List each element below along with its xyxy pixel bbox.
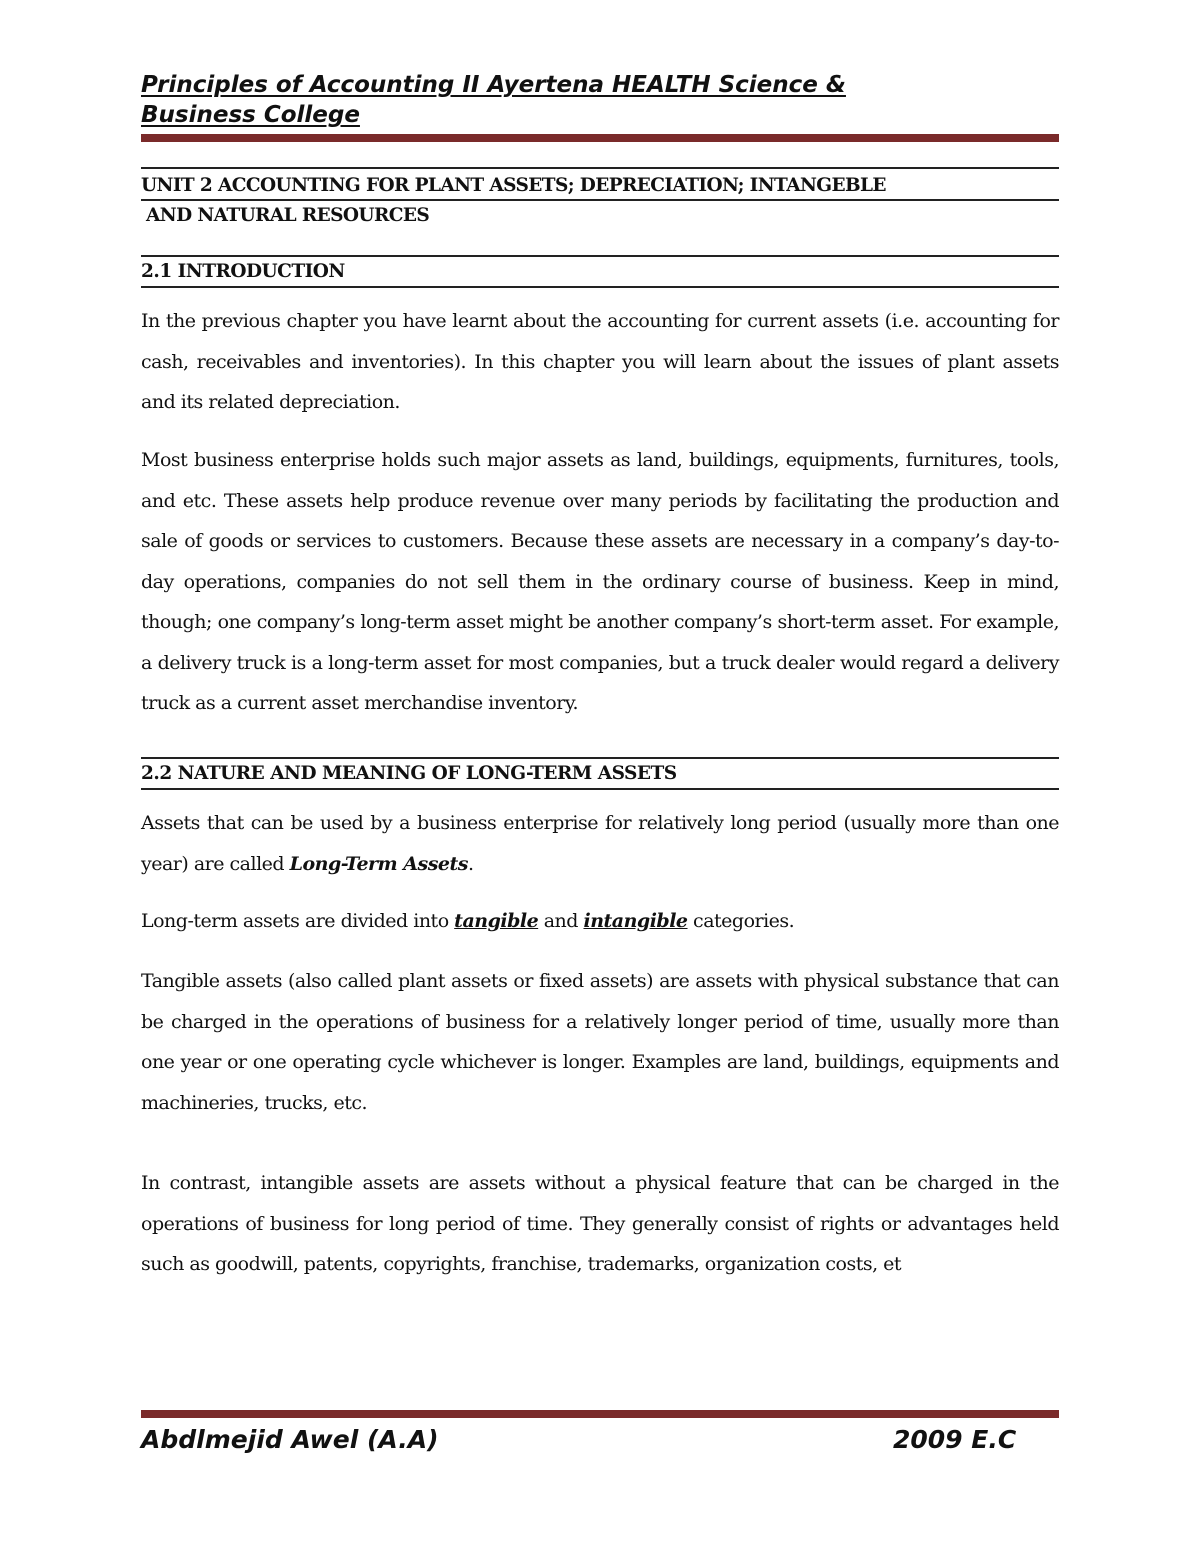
section-2-bottom-rule — [141, 788, 1059, 790]
header-title-line1: Principles of Accounting II Ayertena HEALTH Science & — [141, 72, 846, 98]
long-term-definition-paragraph — [141, 803, 1059, 884]
footer-divider-bar — [141, 1410, 1059, 1418]
categories-end: categories. — [687, 910, 795, 932]
section-1-heading: 2.1 INTRODUCTION — [141, 261, 345, 282]
definition-end: . — [467, 852, 474, 875]
page-header-title — [141, 70, 1061, 130]
header-title-line2: Business College — [141, 102, 360, 128]
footer-year: 2009 E.C — [893, 1425, 1017, 1454]
section-1-bottom-rule — [141, 286, 1059, 288]
header-divider-bar — [141, 134, 1059, 142]
categories-paragraph — [141, 901, 1059, 942]
tangible-term: tangible — [454, 910, 539, 932]
section-2-heading: 2.2 NATURE AND MEANING OF LONG-TERM ASSETS — [141, 763, 677, 784]
unit-heading-line2: AND NATURAL RESOURCES — [146, 205, 430, 226]
intro-paragraph-2: Most business enterprise holds such major assets as land, buildings, equipments, furnitures, tools, and etc. These assets help produce revenue over many periods by facilitating the production and sale of goods or services to customers. Because these assets are necessary in a company’s day-to-day operations, companies do not sell them in the ordinary course of business. Keep in mind, though; one company’s long-term asset might be another company’s short-term asset. For example, a delivery truck is a long-term asset for most companies, but a truck dealer would regard a delivery truck as a current asset merchandise inventory. — [141, 449, 1059, 714]
categories-and: and — [538, 910, 584, 932]
intangible-term: intangible — [583, 910, 688, 932]
intro-paragraph-1: In the previous chapter you have learnt about the accounting for current assets (i.e. accounting for cash, receivables and inventories). In this chapter you will learn about the issues of plant assets and its related depreciation. — [141, 310, 1059, 413]
definition-text: Assets that can be used by a business enterprise for relatively long period (usually more than one year) are called — [141, 812, 1059, 875]
unit-heading-line1: UNIT 2 ACCOUNTING FOR PLANT ASSETS; DEPRECIATION; INTANGEBLE — [141, 175, 886, 196]
intangible-assets-paragraph: In contrast, intangible assets are assets without a physical feature that can be charged in the operations of business for long period of time. They generally consist of rights or advantages held such as goodwill, patents, copyrights, franchise, trademarks, organization costs, et — [141, 1172, 1059, 1275]
long-term-assets-term: Long-Term Assets — [289, 852, 468, 875]
tangible-assets-paragraph: Tangible assets (also called plant assets or fixed assets) are assets with physical substance that can be charged in the operations of business for a relatively longer period of time, usually more than one year or one operating cycle whichever is longer. Examples are land, buildings, equipments and machineries, trucks, etc. — [141, 970, 1059, 1114]
unit-top-rule — [141, 167, 1059, 169]
categories-text: Long-term assets are divided into — [141, 910, 455, 932]
footer-author: Abdlmejid Awel (A.A) — [141, 1425, 439, 1454]
